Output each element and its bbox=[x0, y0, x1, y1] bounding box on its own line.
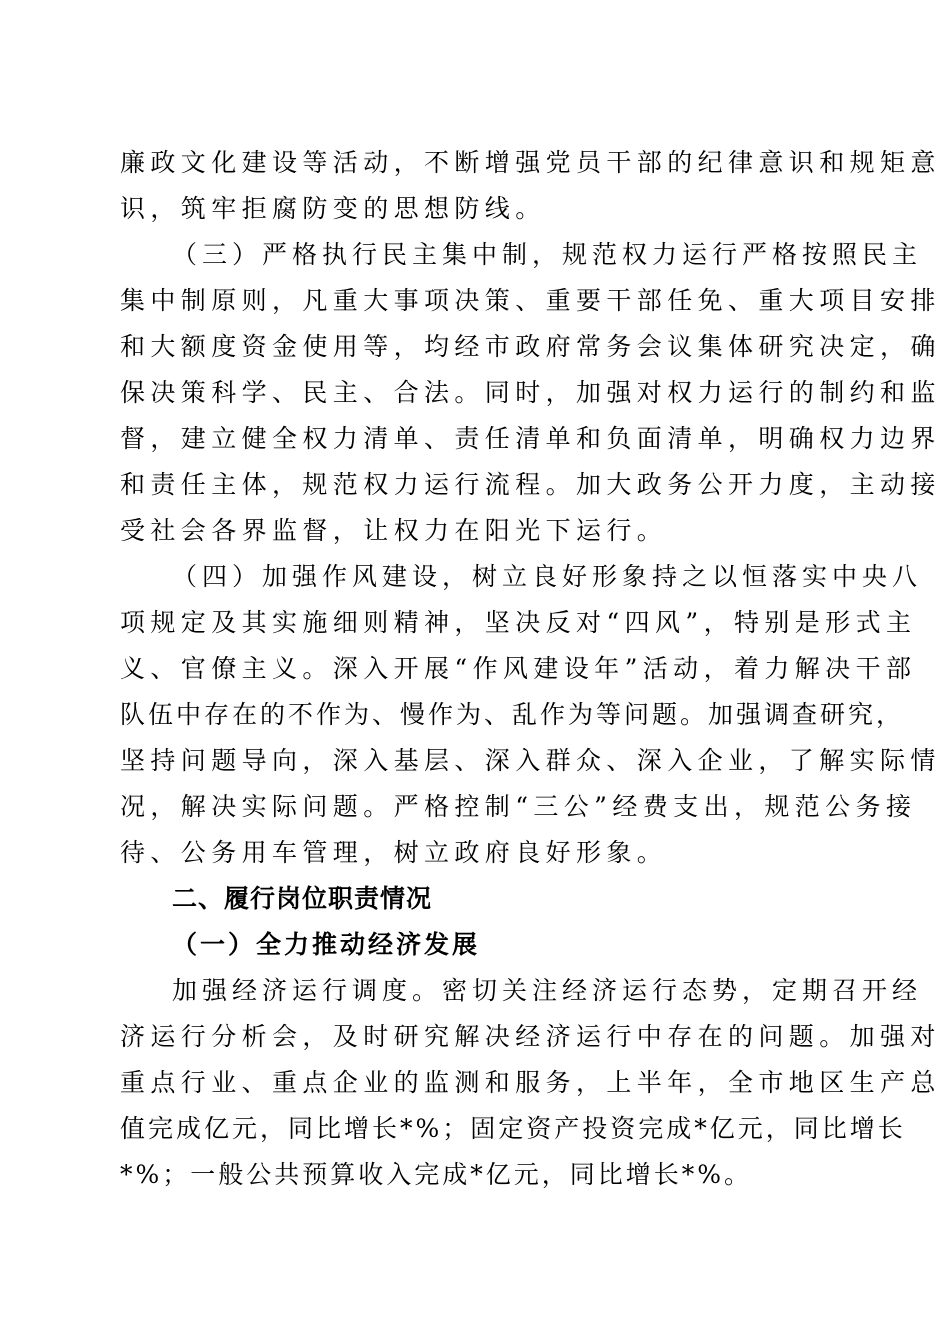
body-line-11: 项规定及其实施细则精神，坚决反对“四风”，特别是形式主 bbox=[120, 608, 917, 637]
body-line-22: 值完成亿元，同比增长*%；固定资产投资完成*亿元，同比增长 bbox=[120, 1114, 906, 1143]
body-line-9: 受社会各界监督，让权力在阳光下运行。 bbox=[120, 516, 668, 545]
body-line-2: 识，筑牢拒腐防变的思想防线。 bbox=[120, 194, 546, 223]
body-line-23: *%；一般公共预算收入完成*亿元，同比增长*%。 bbox=[120, 1160, 753, 1189]
body-line-13: 队伍中存在的不作为、慢作为、乱作为等问题。加强调查研究， bbox=[120, 700, 905, 729]
section-heading: 二、履行岗位职责情况 bbox=[172, 884, 433, 913]
subsection-heading: （一）全力推动经济发展 bbox=[172, 930, 481, 959]
body-line-19: 加强经济运行调度。密切关注经济运行态势，定期召开经 bbox=[172, 976, 923, 1005]
paragraph-3-heading-line: （三）严格执行民主集中制，规范权力运行严格按照民主 bbox=[172, 240, 923, 269]
body-line-12: 义、官僚主义。深入开展“作风建设年”活动，着力解决干部 bbox=[120, 654, 917, 683]
paragraph-4-heading-line: （四）加强作风建设，树立良好形象持之以恒落实中央八 bbox=[172, 562, 923, 591]
body-line-1: 廉政文化建设等活动，不断增强党员干部的纪律意识和规矩意 bbox=[120, 148, 941, 177]
body-line-14: 坚持问题导向，深入基层、深入群众、深入企业，了解实际情 bbox=[120, 746, 941, 775]
body-line-8: 和责任主体，规范权力运行流程。加大政务公开力度，主动接 bbox=[120, 470, 941, 499]
body-line-5: 和大额度资金使用等，均经市政府常务会议集体研究决定，确 bbox=[120, 332, 941, 361]
body-line-21: 重点行业、重点企业的监测和服务，上半年，全市地区生产总 bbox=[120, 1068, 941, 1097]
body-line-6: 保决策科学、民主、合法。同时，加强对权力运行的制约和监 bbox=[120, 378, 941, 407]
body-line-7: 督，建立健全权力清单、责任清单和负面清单，明确权力边界 bbox=[120, 424, 941, 453]
body-line-20: 济运行分析会，及时研究解决经济运行中存在的问题。加强对 bbox=[120, 1022, 941, 1051]
body-line-16: 待、公务用车管理，树立政府良好形象。 bbox=[120, 838, 668, 867]
body-line-15: 况，解决实际问题。严格控制“三公”经费支出，规范公务接 bbox=[120, 792, 917, 821]
body-line-4: 集中制原则，凡重大事项决策、重要干部任免、重大项目安排 bbox=[120, 286, 941, 315]
